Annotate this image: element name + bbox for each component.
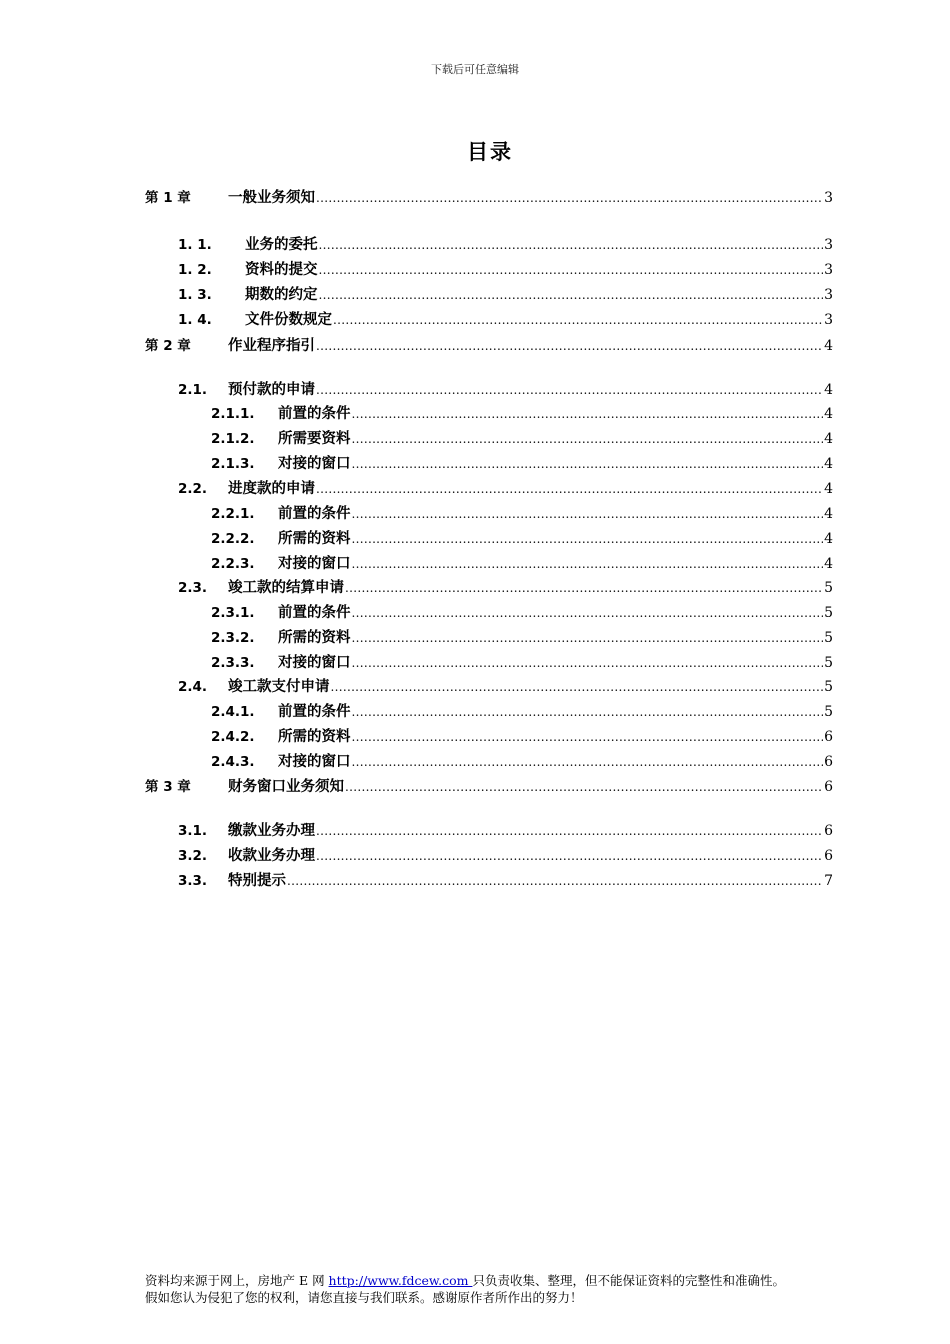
toc-entry[interactable]: [0, 504, 950, 524]
toc-page-number: 4: [824, 556, 833, 572]
toc-label: 竣工款的结算申请: [228, 580, 344, 596]
toc-page-number: 4: [824, 431, 833, 447]
toc-page-number: 7: [824, 873, 833, 889]
toc-leader-dots: [316, 821, 823, 841]
toc-entry[interactable]: [0, 479, 950, 499]
toc-entry[interactable]: [0, 235, 950, 255]
toc-page-number: 5: [824, 605, 833, 621]
toc-label: 所需的资料: [278, 630, 351, 646]
toc-label: 财务窗口业务须知: [228, 779, 344, 795]
toc-entry[interactable]: [0, 260, 950, 280]
toc-number: 2.4.1.: [211, 704, 255, 720]
toc-number: 2.3.2.: [211, 630, 255, 646]
toc-label: 对接的窗口: [278, 556, 351, 572]
toc-page-number: 4: [824, 406, 833, 422]
toc-number: 第 3 章: [145, 779, 191, 795]
toc-page-number: 4: [824, 456, 833, 472]
toc-entry[interactable]: [0, 285, 950, 305]
toc-leader-dots: [333, 310, 823, 330]
toc-entry[interactable]: [0, 846, 950, 866]
toc-entry[interactable]: [0, 628, 950, 648]
toc-number: 2.2.2.: [211, 531, 255, 547]
toc-label: 前置的条件: [278, 506, 351, 522]
toc-page-number: 3: [824, 190, 833, 206]
toc-number: 1. 4.: [178, 312, 212, 328]
toc-entry[interactable]: [0, 727, 950, 747]
toc-leader-dots: [316, 336, 823, 356]
toc-label: 所需的资料: [278, 729, 351, 745]
toc-leader-dots: [352, 404, 824, 424]
toc-number: 3.3.: [178, 873, 208, 889]
page-title: 目录: [467, 140, 513, 164]
toc-leader-dots: [345, 578, 823, 598]
toc-number: 1. 1.: [178, 237, 212, 253]
page-header: 下载后可任意编辑: [431, 63, 519, 76]
toc-leader-dots: [352, 628, 824, 648]
toc-leader-dots: [319, 260, 824, 280]
toc-number: 2.1.1.: [211, 406, 255, 422]
toc-page-number: 5: [824, 630, 833, 646]
toc-leader-dots: [352, 529, 824, 549]
toc-page-number: 3: [824, 262, 833, 278]
toc-page-number: 5: [824, 704, 833, 720]
toc-leader-dots: [316, 188, 823, 208]
toc-entry[interactable]: [0, 336, 950, 356]
toc-label: 作业程序指引: [228, 338, 315, 354]
footer-line-2: 假如您认为侵犯了您的权利，请您直接与我们联系。感谢原作者所作出的努力！: [145, 1290, 583, 1305]
toc-leader-dots: [316, 380, 823, 400]
toc-entry[interactable]: [0, 429, 950, 449]
toc-entry[interactable]: [0, 404, 950, 424]
toc-page-number: 5: [824, 655, 833, 671]
toc-entry[interactable]: [0, 380, 950, 400]
toc-entry[interactable]: [0, 677, 950, 697]
toc-label: 期数的约定: [245, 287, 318, 303]
toc-number: 2.3.3.: [211, 655, 255, 671]
toc-page-number: 6: [824, 779, 833, 795]
toc-entry[interactable]: [0, 310, 950, 330]
toc-entry[interactable]: [0, 188, 950, 208]
toc-number: 2.4.3.: [211, 754, 255, 770]
toc-page-number: 4: [824, 531, 833, 547]
toc-leader-dots: [352, 653, 824, 673]
toc-entry[interactable]: [0, 871, 950, 891]
toc-number: 2.3.1.: [211, 605, 255, 621]
toc-entry[interactable]: [0, 777, 950, 797]
toc-label: 特别提示: [228, 873, 286, 889]
toc-label: 所需的资料: [278, 531, 351, 547]
toc-page-number: 3: [824, 237, 833, 253]
toc-number: 2.1.: [178, 382, 208, 398]
toc-label: 对接的窗口: [278, 456, 351, 472]
toc-leader-dots: [319, 285, 824, 305]
toc-page-number: 6: [824, 729, 833, 745]
toc-label: 收款业务办理: [228, 848, 315, 864]
footer-line-1: [145, 1272, 845, 1289]
toc-entry[interactable]: [0, 578, 950, 598]
toc-label: 缴款业务办理: [228, 823, 315, 839]
toc-leader-dots: [352, 727, 824, 747]
toc-entry[interactable]: [0, 529, 950, 549]
toc-leader-dots: [316, 479, 823, 499]
toc-leader-dots: [352, 752, 824, 772]
toc-label: 文件份数规定: [245, 312, 332, 328]
toc-leader-dots: [316, 846, 823, 866]
toc-page-number: 6: [824, 754, 833, 770]
toc-entry[interactable]: [0, 603, 950, 623]
toc-page-number: 5: [824, 679, 833, 695]
toc-entry[interactable]: [0, 752, 950, 772]
toc-page-number: 5: [824, 580, 833, 596]
toc-number: 2.2.: [178, 481, 208, 497]
toc-number: 3.2.: [178, 848, 208, 864]
toc-label: 预付款的申请: [228, 382, 315, 398]
footer-suffix: 只负责收集、整理，但不能保证资料的完整性和准确性。: [472, 1273, 785, 1288]
toc-entry[interactable]: [0, 702, 950, 722]
toc-number: 第 2 章: [145, 338, 191, 354]
toc-page-number: 4: [824, 506, 833, 522]
toc-leader-dots: [319, 235, 824, 255]
toc-page-number: 4: [824, 338, 833, 354]
toc-number: 2.1.2.: [211, 431, 255, 447]
toc-page-number: 6: [824, 823, 833, 839]
toc-number: 2.4.: [178, 679, 208, 695]
footer-prefix: 资料均来源于网上，房地产 E 网: [145, 1273, 329, 1288]
toc-label: 资料的提交: [245, 262, 318, 278]
toc-label: 一般业务须知: [228, 190, 315, 206]
toc-page-number: 3: [824, 287, 833, 303]
footer-link[interactable]: http://www.fdcew.com: [328, 1273, 473, 1288]
toc-leader-dots: [352, 429, 824, 449]
toc-leader-dots: [352, 454, 824, 474]
toc-label: 进度款的申请: [228, 481, 315, 497]
toc-page-number: 6: [824, 848, 833, 864]
toc-number: 3.1.: [178, 823, 208, 839]
toc-page-number: 4: [824, 481, 833, 497]
toc-entry[interactable]: [0, 821, 950, 841]
toc-number: 1. 3.: [178, 287, 212, 303]
toc-number: 2.1.3.: [211, 456, 255, 472]
toc-entry[interactable]: [0, 653, 950, 673]
toc-label: 业务的委托: [245, 237, 318, 253]
toc-number: 2.3.: [178, 580, 208, 596]
toc-leader-dots: [331, 677, 824, 697]
toc-leader-dots: [287, 871, 823, 891]
toc-number: 1. 2.: [178, 262, 212, 278]
toc-entry[interactable]: [0, 554, 950, 574]
toc-label: 竣工款支付申请: [228, 679, 330, 695]
toc-label: 所需要资料: [278, 431, 351, 447]
toc-label: 对接的窗口: [278, 754, 351, 770]
toc-page-number: 3: [824, 312, 833, 328]
toc-label: 对接的窗口: [278, 655, 351, 671]
toc-leader-dots: [352, 702, 824, 722]
toc-leader-dots: [345, 777, 823, 797]
toc-label: 前置的条件: [278, 704, 351, 720]
toc-number: 2.2.3.: [211, 556, 255, 572]
page-footer: [145, 1272, 845, 1306]
toc-number: 2.2.1.: [211, 506, 255, 522]
toc-label: 前置的条件: [278, 605, 351, 621]
toc-number: 第 1 章: [145, 190, 191, 206]
toc-page-number: 4: [824, 382, 833, 398]
toc-leader-dots: [352, 554, 824, 574]
toc-leader-dots: [352, 504, 824, 524]
toc-entry[interactable]: [0, 454, 950, 474]
toc-leader-dots: [352, 603, 824, 623]
toc-number: 2.4.2.: [211, 729, 255, 745]
toc-label: 前置的条件: [278, 406, 351, 422]
